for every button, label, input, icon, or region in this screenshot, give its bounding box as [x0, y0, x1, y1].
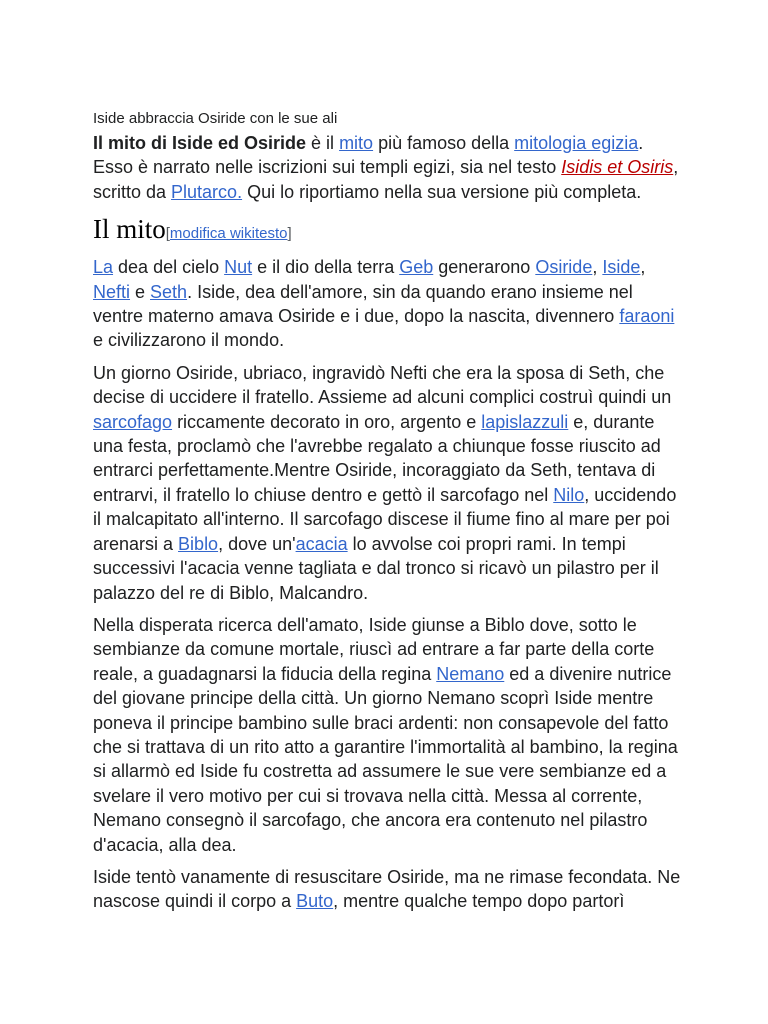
text: e civilizzarono il mondo.	[93, 330, 285, 351]
text: , dove un'	[218, 533, 296, 554]
paragraph-2	[93, 361, 683, 605]
bracket: ]	[287, 225, 292, 243]
link-faraoni[interactable]: faraoni	[619, 306, 675, 327]
paragraph-4	[93, 865, 683, 914]
edit-section-link[interactable]: modifica wikitesto	[169, 225, 288, 243]
text: riccamente decorato in oro, argento e	[172, 411, 482, 432]
link-mitologia-egizia[interactable]: mitologia egizia	[514, 133, 639, 153]
text: Qui lo riportiamo nella sua versione più completa.	[242, 181, 642, 202]
link-osiride[interactable]: Osiride	[535, 257, 593, 278]
section-heading	[93, 212, 683, 251]
link-sarcofago[interactable]: sarcofago	[93, 411, 173, 432]
bracket: [	[165, 225, 170, 243]
text: e il dio della terra	[252, 257, 400, 278]
article-title-bold: Il mito di Iside ed Osiride	[93, 133, 307, 153]
text: Un giorno Osiride, ubriaco, ingravidò Nefti che era la sposa di Seth, che decise di uccidere il fratello. Assieme ad alcuni complici costruì quindi un	[93, 362, 672, 408]
link-buto[interactable]: Buto	[296, 891, 334, 912]
link-la[interactable]: La	[93, 257, 114, 278]
link-geb[interactable]: Geb	[399, 257, 434, 278]
text: . Esso è narrato nelle iscrizioni sui templi egizi, sia nel testo	[93, 133, 644, 178]
link-nut[interactable]: Nut	[224, 257, 253, 278]
text: . Iside, dea dell'amore, sin da quando erano insieme nel ventre materno amava Osiride e i due, dopo la nascita, divennero	[93, 281, 633, 327]
link-lapislazzuli[interactable]: lapislazzuli	[481, 411, 569, 432]
link-nefti[interactable]: Nefti	[93, 281, 131, 302]
intro-paragraph	[93, 131, 683, 204]
image-caption: Iside abbraccia Osiride con le sue ali	[93, 110, 338, 127]
text: generarono	[433, 257, 536, 278]
link-plutarco[interactable]: Plutarco.	[171, 181, 243, 202]
link-iside[interactable]: Iside	[602, 257, 641, 278]
text: è il	[306, 133, 340, 153]
text: più famoso della	[373, 133, 515, 153]
text: , mentre qualche tempo dopo partorì	[333, 891, 625, 912]
text: e	[130, 281, 151, 302]
text: e, durante una festa, proclamò che l'avrebbe regalato a chiunque fosse riuscito ad entrarci perfettamente.Mentre Osiride, incoraggiato da Seth, tentava di entrarvi, il fratello lo chiuse dentro e gettò il sarcofago nel	[93, 411, 661, 505]
link-biblo[interactable]: Biblo	[178, 533, 219, 554]
section-heading-text: Il mito	[93, 214, 166, 245]
link-nemano[interactable]: Nemano	[436, 663, 505, 684]
text: ed a divenire nutrice del giovane principe della città. Un giorno Nemano scoprì Iside mentre poneva il principe bambino sulle braci ardenti: non consapevole del fatto che si trattava di un rito atto a garantire l'immortalità al bambino, la regina si allarmò ed Iside fu costretta ad assumere le sue vere sembianze ed a svelare il vero motivo per cui si trovava nella città. Messa al corrente, Nemano consegnò il sarcofago, che ancora era contenuto nel pilastro d'acacia, alla dea.	[93, 663, 678, 855]
text: , uccidendo il malcapitato all'interno. Il sarcofago discese il fiume fino al mare per poi arenarsi a	[93, 484, 677, 554]
text: , scritto da	[93, 157, 679, 202]
redlink-isidis-et-osiris[interactable]: Isidis et Osiris	[561, 157, 674, 178]
link-seth[interactable]: Seth	[150, 281, 188, 302]
article	[93, 109, 683, 922]
paragraph-1	[93, 255, 683, 353]
text: Nella disperata ricerca dell'amato, Iside giunse a Biblo dove, sotto le sembianze da comune mortale, riuscì ad entrare a far parte della corte reale, a guadagnarsi la fiducia della regina	[93, 614, 655, 684]
link-mito[interactable]: mito	[339, 133, 374, 153]
link-nilo[interactable]: Nilo	[553, 484, 585, 505]
text: Iside tentò vanamente di resuscitare Osiride, ma ne rimase fecondata. Ne nascose quindi il corpo a	[93, 866, 681, 912]
text: lo avvolse coi propri rami. In tempi successivi l'acacia venne tagliata e dal tronco si ricavò un pilastro per il palazzo del re di Biblo, Malcandro.	[93, 533, 659, 603]
text: ,	[640, 257, 646, 278]
text: ,	[592, 257, 603, 278]
link-acacia[interactable]: acacia	[295, 533, 348, 554]
edit-section	[166, 225, 292, 242]
text: dea del cielo	[113, 257, 225, 278]
paragraph-3	[93, 613, 683, 857]
